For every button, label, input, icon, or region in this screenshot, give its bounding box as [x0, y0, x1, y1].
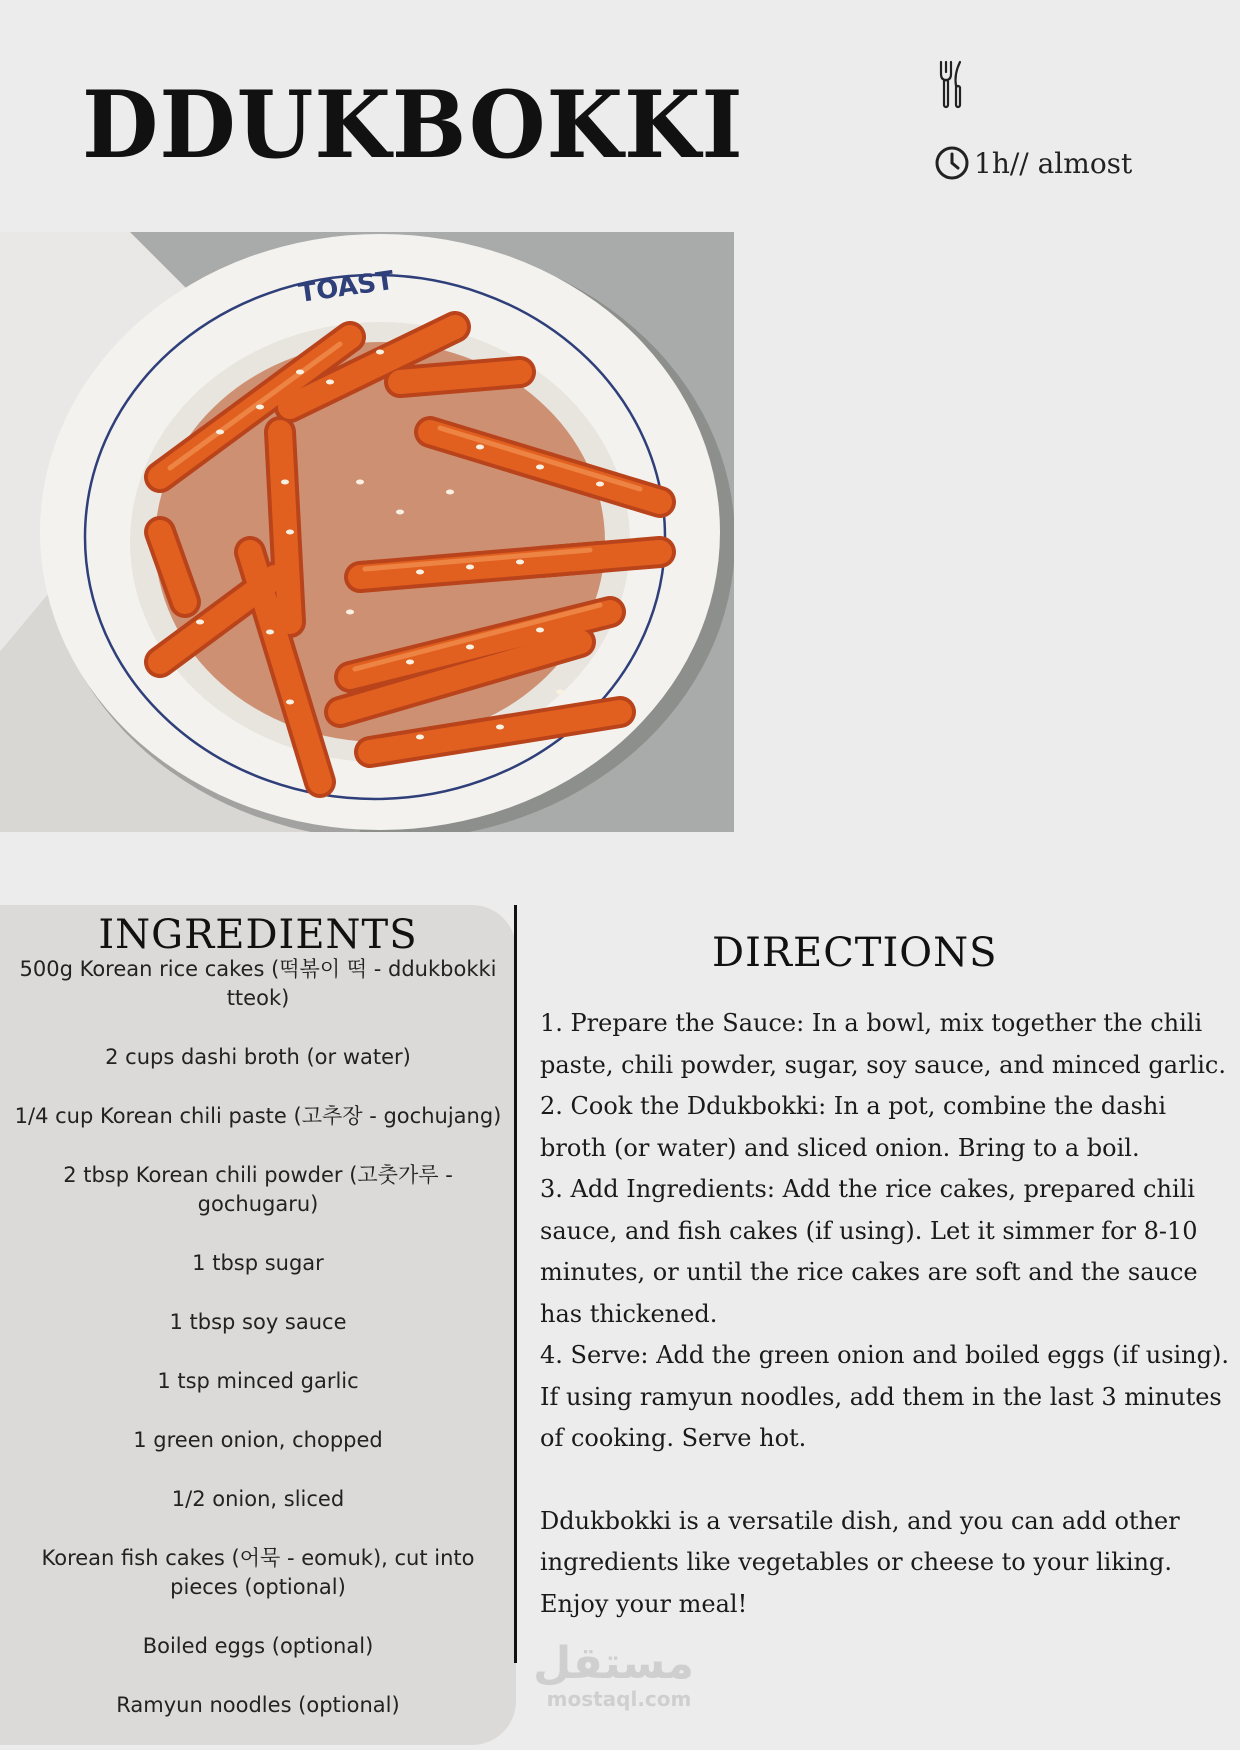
ingredient-item: 1/4 cup Korean chili paste (고추장 - gochujang)	[14, 1104, 502, 1128]
ingredients-heading: INGREDIENTS	[98, 912, 418, 958]
ingredient-item: 1 tsp minced garlic	[157, 1369, 359, 1393]
recipe-title: DDUKBOKKI	[82, 70, 744, 180]
plate-text: TOAST	[296, 265, 396, 309]
directions-body	[540, 1003, 1230, 1625]
watermark-arabic: مستقل	[533, 1638, 694, 1689]
ingredient-item: 2 tbsp Korean chili powder (고춧가루 - gochugaru)	[63, 1163, 453, 1216]
ingredient-item: Boiled eggs (optional)	[142, 1634, 374, 1658]
ingredient-item: Korean fish cakes (어묵 - eomuk), cut into pieces (optional)	[41, 1546, 475, 1599]
direction-step: 2. Cook the Ddukbokki: In a pot, combine the dashi broth (or water) and sliced onion. Bring to a boil.	[540, 1092, 1167, 1162]
fork-knife-icon	[938, 60, 966, 110]
ingredient-item: Ramyun noodles (optional)	[116, 1693, 400, 1717]
watermark-latin: mostaql.com	[546, 1687, 692, 1711]
direction-step: 4. Serve: Add the green onion and boiled eggs (if using). If using ramyun noodles, add them in the last 3 minutes of cooking. Serve hot.	[540, 1341, 1229, 1452]
cook-time	[934, 145, 1132, 181]
ingredient-item: 2 cups dashi broth (or water)	[105, 1045, 411, 1069]
ingredient-item: 1 green onion, chopped	[133, 1428, 383, 1452]
ingredients-list	[10, 955, 506, 1750]
directions-heading: DIRECTIONS	[712, 930, 998, 976]
directions-closing: Ddukbokki is a versatile dish, and you can add other ingredients like vegetables or cheese to your liking. Enjoy your meal!	[540, 1506, 1180, 1618]
dish-illustration	[0, 232, 734, 832]
ingredient-item: 500g Korean rice cakes (떡볶이 떡 - ddukbokki tteok)	[19, 957, 497, 1010]
clock-icon	[934, 145, 970, 181]
cook-time-text: 1h// almost	[974, 146, 1133, 180]
direction-step: 3. Add Ingredients: Add the rice cakes, prepared chili sauce, and fish cakes (if using). Let it simmer for 8-10 minutes, or until the rice cakes are soft and the sauce has thickened.	[540, 1175, 1198, 1328]
direction-step: 1. Prepare the Sauce: In a bowl, mix together the chili paste, chili powder, sugar, soy sauce, and minced garlic.	[540, 1009, 1226, 1079]
ingredient-item: 1 tbsp soy sauce	[169, 1310, 347, 1334]
watermark	[533, 1638, 694, 1711]
ingredient-item: 1 tbsp sugar	[192, 1251, 324, 1275]
ingredient-item: 1/2 onion, sliced	[171, 1487, 345, 1511]
dish-photo	[0, 232, 734, 832]
column-divider	[514, 905, 517, 1663]
